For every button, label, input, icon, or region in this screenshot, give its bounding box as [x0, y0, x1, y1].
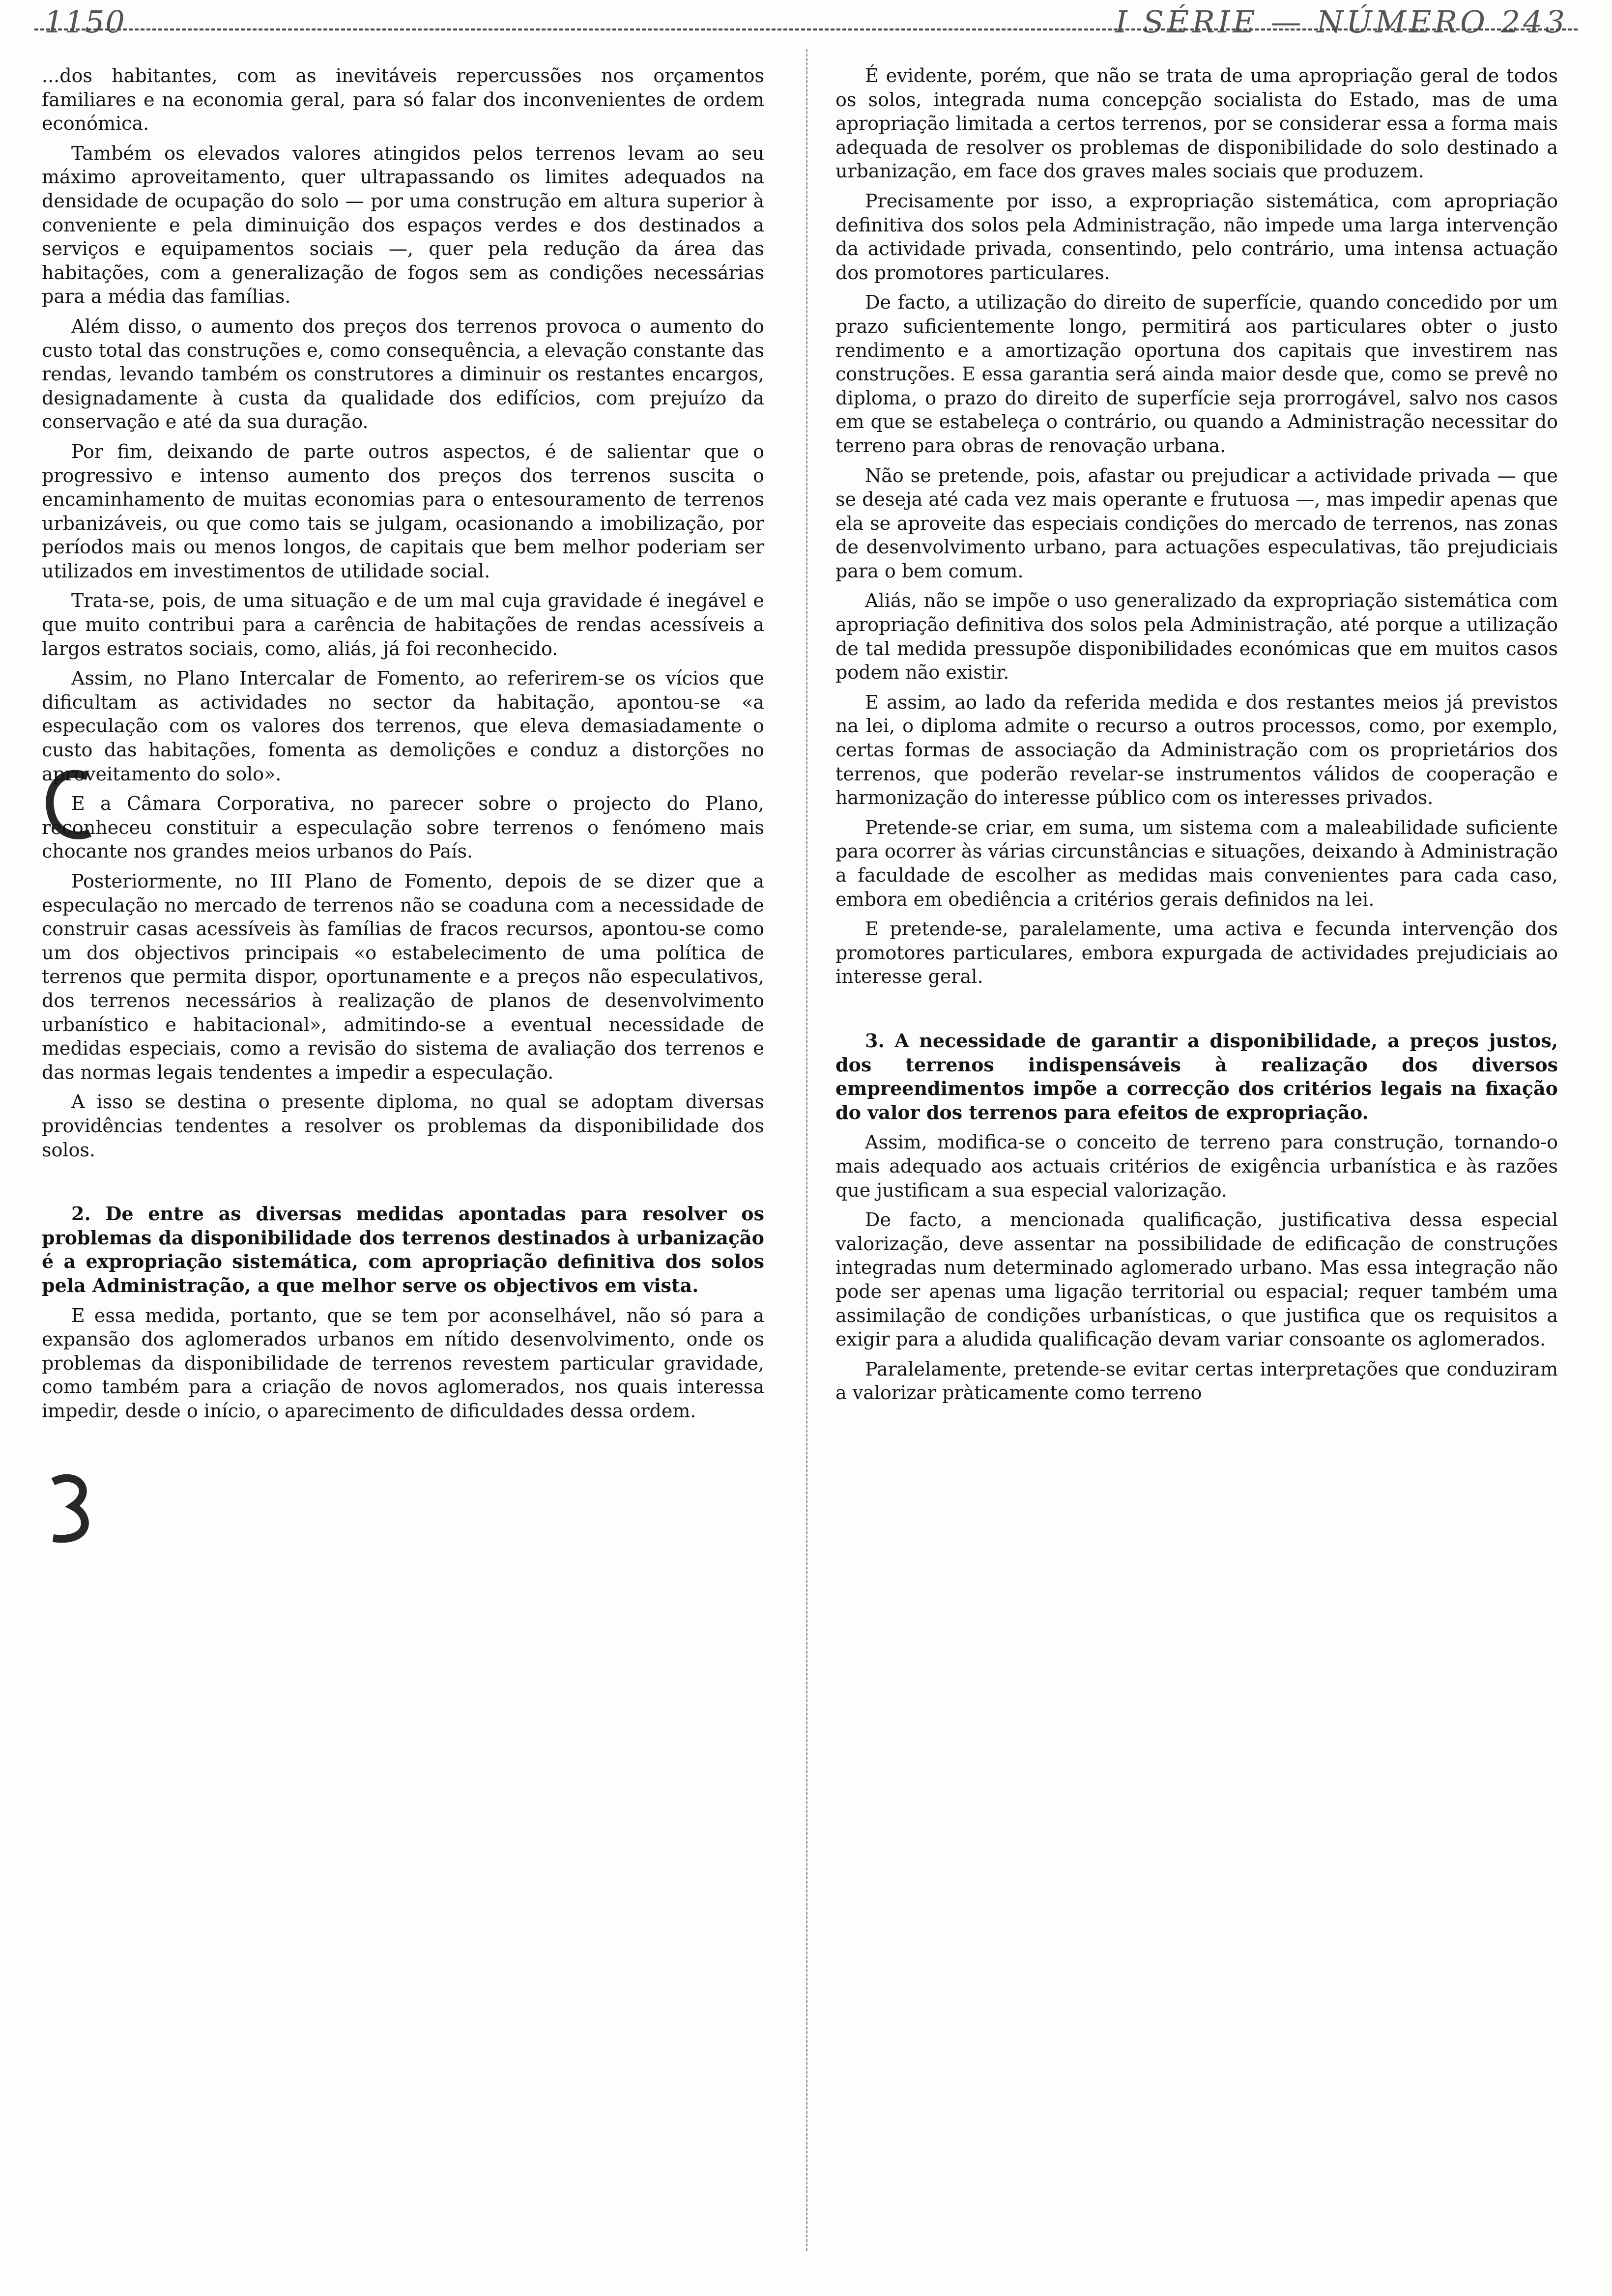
column-divider: [806, 49, 807, 2251]
paragraph: ...dos habitantes, com as inevitáveis repercussões nos orçamentos familiares e na economia geral, para só falar dos inconvenientes de ordem económica.: [42, 65, 764, 135]
section-gap: [835, 995, 1558, 1029]
paragraph: É evidente, porém, que não se trata de uma apropriação geral de todos os solos, integrada numa concepção socialista do Estado, mas de uma apropriação limitada a certos terrenos, por se considerar essa a forma mais adequada de resolver os problemas de disponibilidade do solo destinado a urbanização, em face dos graves males sociais que produzem.: [835, 65, 1558, 182]
paragraph: Precisamente por isso, a expropriação sistemática, com apropriação definitiva dos solos pela Administração, não impede uma larga intervenção da actividade privada, consentindo, pelo contrário, uma intensa actuação dos promotores particulares.: [835, 190, 1558, 284]
section-gap: [42, 1168, 764, 1202]
paragraph: Aliás, não se impõe o uso generalizado da expropriação sistemática com apropriação definitiva dos solos pela Administração, até porque a utilização de tal medida pressupõe disponibilidades económicas que em muitos casos podem não existir.: [835, 590, 1558, 684]
running-head: I SÉRIE — NÚMERO 243: [1115, 4, 1568, 40]
paragraph: Trata-se, pois, de uma situação e de um mal cuja gravidade é inegável e que muito contribui para a carência de habitações de rendas acessíveis a largos estratos sociais, como, aliás, já foi reconhecido.: [42, 590, 764, 660]
paragraph: Assim, modifica-se o conceito de terreno para construção, tornando-o mais adequado aos actuais critérios de exigência urbanística e às razões que justificam a sua especial valorização.: [835, 1131, 1558, 1201]
paragraph: E assim, ao lado da referida medida e dos restantes meios já previstos na lei, o diploma admite o recurso a outros processos, como, por exemplo, certas formas de associação da Administração com os proprietários dos terrenos, que poderão revelar-se instrumentos válidos de cooperação e harmonização do interesse público com os interesses privados.: [835, 691, 1558, 809]
paragraph: Paralelamente, pretende-se evitar certas interpretações que conduziram a valorizar pràticamente como terreno: [835, 1358, 1558, 1404]
page-number: 1150: [44, 4, 126, 40]
paragraph: Além disso, o aumento dos preços dos terrenos provoca o aumento do custo total das construções e, como consequência, a elevação constante das rendas, levando também os construtores a diminuir os restantes encargos, designadamente à custa da qualidade dos edifícios, com prejuízo da conservação e até da sua duração.: [42, 315, 764, 433]
paragraph: Por fim, deixando de parte outros aspectos, é de salientar que o progressivo e intenso aumento dos preços dos terrenos suscita o encaminhamento de muitas economias para o entesouramento de terrenos urbanizáveis, ou que como tais se julgam, ocasionando a imobilização, por períodos mais ou menos longos, de capitais que bem melhor poderiam ser utilizados em investimentos de utilidade social.: [42, 440, 764, 582]
section-3-paragraph: 3. A necessidade de garantir a disponibilidade, a preços justos, dos terrenos indispensáveis à realização dos diversos empreendimentos impõe a correcção dos critérios legais na fixação do valor dos terrenos para efeitos de expropriação.: [835, 1029, 1558, 1123]
paragraph: E essa medida, portanto, que se tem por aconselhável, não só para a expansão dos aglomerados urbanos em nítido desenvolvimento, onde os problemas da disponibilidade de terrenos revestem particular gravidade, como também para a criação de novos aglomerados, nos quais interessa impedir, desde o início, o aparecimento de dificuldades dessa ordem.: [42, 1304, 764, 1422]
paragraph: Não se pretende, pois, afastar ou prejudicar a actividade privada — que se deseja até cada vez mais operante e frutuosa —, mas impedir apenas que ela se aproveite das especiais condições do mercado de terrenos, nas zonas de desenvolvimento urbano, para actuações especulativas, tão prejudiciais para o bem comum.: [835, 464, 1558, 582]
paragraph: Posteriormente, no III Plano de Fomento, depois de se dizer que a especulação no mercado de terrenos não se coaduna com a necessidade de construir casas acessíveis às famílias de fracos recursos, apontou-se como um dos objectivos principais «o estabelecimento de uma política de terrenos que permita dispor, oportunamente e a preços não especulativos, dos terrenos necessários à realização de planos de desenvolvimento urbanístico e habitacional», admitindo-se a eventual necessidade de medidas especiais, como a revisão do sistema de avaliação dos terrenos e das normas legais tendentes a impedir a especulação.: [42, 870, 764, 1083]
paragraph: De facto, a mencionada qualificação, justificativa dessa especial valorização, deve assentar na possibilidade de edificação de construções integradas num determinado aglomerado urbano. Mas essa integração não pode ser apenas uma ligação territorial ou espacial; requer também uma assimilação de condições urbanísticas, o que justifica que os requisitos a exigir para a aludida qualificação devam variar consoante os aglomerados.: [835, 1209, 1558, 1350]
right-column: [835, 64, 1558, 1411]
binding-hole-mark: [43, 1469, 97, 1548]
paragraph: Pretende-se criar, em suma, um sistema com a maleabilidade suficiente para ocorrer às várias circunstâncias e situações, deixando à Administração a faculdade de escolher as medidas mais convenientes para cada caso, embora em obediência a critérios gerais definidos na lei.: [835, 816, 1558, 910]
paragraph: A isso se destina o presente diploma, no qual se adoptam diversas providências tendentes a resolver os problemas da disponibilidade dos solos.: [42, 1091, 764, 1161]
paragraph: E pretende-se, paralelamente, uma activa e fecunda intervenção dos promotores particulares, embora expurgada de actividades prejudiciais ao interesse geral.: [835, 918, 1558, 988]
paragraph: E a Câmara Corporativa, no parecer sobre o projecto do Plano, reconheceu constituir a especulação sobre terrenos o fenómeno mais chocante nos grandes meios urbanos do País.: [42, 793, 764, 862]
left-column: [42, 64, 764, 1429]
paragraph: Assim, no Plano Intercalar de Fomento, ao referirem-se os vícios que dificultam as actividades no sector da habitação, apontou-se «a especulação com os valores dos terrenos, que eleva demasiadamente o custo das habitações, fomenta as demolições e conduz a distorções no aproveitamento do solo».: [42, 667, 764, 785]
section-2-paragraph: 2. De entre as diversas medidas apontadas para resolver os problemas da disponibilidade dos terrenos destinados à urbanização é a expropriação sistemática, com apropriação definitiva dos solos pela Administração, a que melhor serve os objectivos em vista.: [42, 1203, 764, 1296]
header-rule: [34, 29, 1578, 30]
paragraph: Também os elevados valores atingidos pelos terrenos levam ao seu máximo aproveitamento, quer ultrapassando os limites adequados na densidade de ocupação do solo — por uma construção em altura superior à conveniente e pela diminuição dos espaços verdes e dos destinados a serviços e equipamentos sociais —, quer pela redução da área das habitações, com a generalização de fogos sem as condições necessárias para a média das famílias.: [42, 142, 764, 308]
binding-hole-mark: [43, 767, 97, 845]
paragraph: De facto, a utilização do direito de superfície, quando concedido por um prazo suficientemente longo, permitirá aos particulares obter o justo rendimento e a amortização oportuna dos capitais que investirem nas construções. E essa garantia será ainda maior desde que, como se prevê no diploma, o prazo do direito de superfície seja prorrogável, salvo nos casos em que se estabeleça o contrário, ou quando a Administração necessitar do terreno para obras de renovação urbana.: [835, 291, 1558, 457]
